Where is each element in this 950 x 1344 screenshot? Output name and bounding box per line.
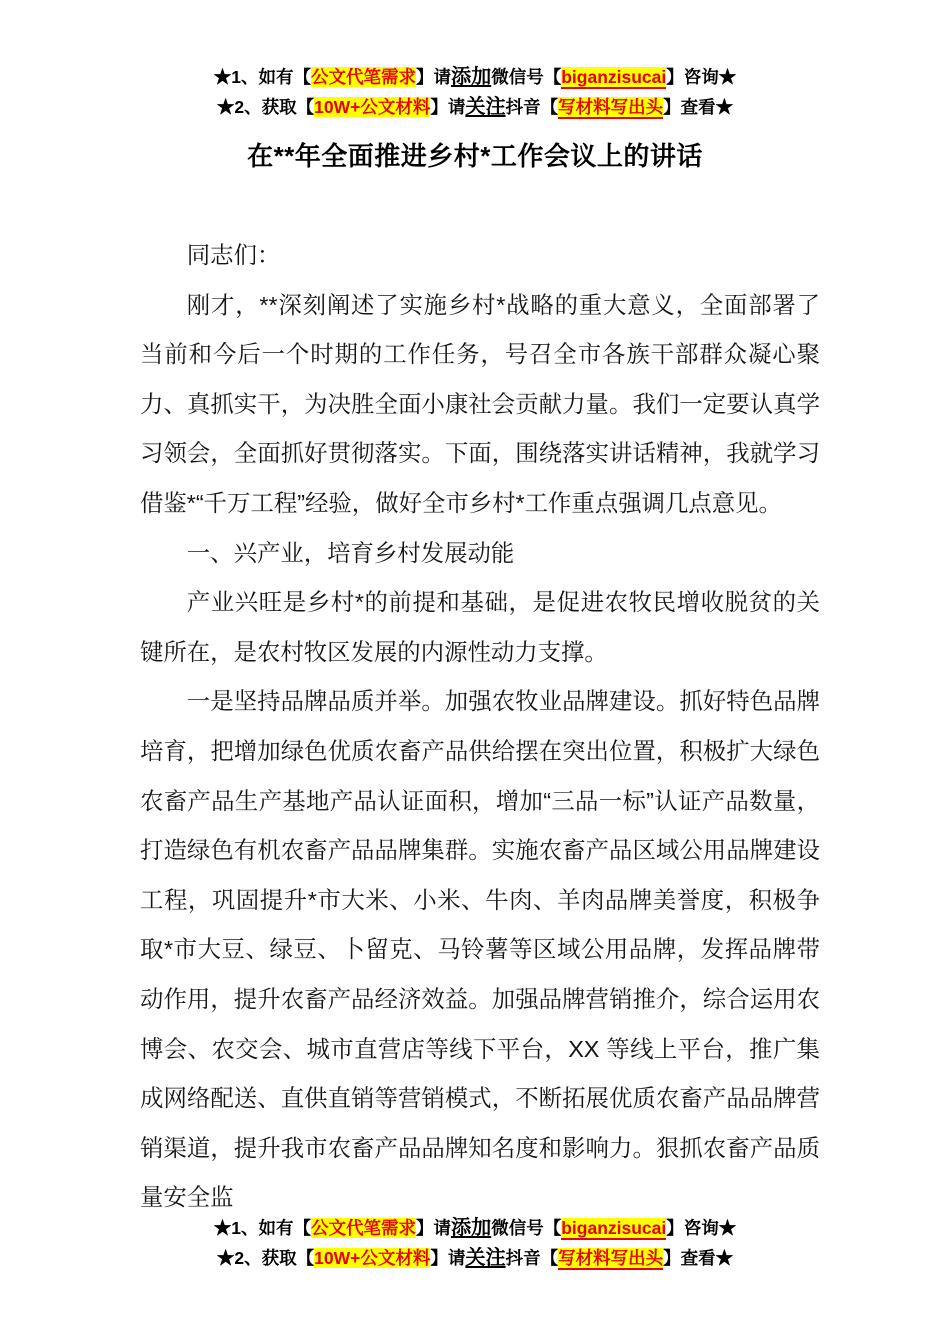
promo-highlight-need: 公文代笔需求	[310, 1218, 416, 1238]
promo-underline-add: 添加	[450, 1217, 492, 1239]
promo-text: 】请	[430, 97, 466, 117]
promo-line-1	[0, 62, 950, 92]
promo-underline-follow: 关注	[465, 96, 506, 118]
paragraph-industry-intro: 产业兴旺是乡村*的前提和基础，是促进农牧民增收脱贫的关键所在，是农村牧区发展的内源性动力支撑。	[140, 589, 820, 665]
promo-text: 抖音【	[505, 97, 559, 117]
promo-text: 】咨询★	[666, 1218, 737, 1238]
promo-banner-bottom	[0, 1213, 950, 1273]
promo-wechat-id: biganzisucai	[561, 1218, 667, 1238]
salutation-paragraph: 同志们：	[186, 242, 281, 268]
section-heading-1: 一、兴产业，培育乡村发展动能	[186, 539, 515, 566]
promo-underline-add: 添加	[450, 66, 492, 88]
paragraph-brand-quality: 一是坚持品牌品质并举。加强农牧业品牌建设。抓好特色品牌培育，把增加绿色优质农畜产品供给摆在突出位置，积极扩大绿色农畜产品生产基地产品认证面积，增加“三品一标”认证产品数量，打造绿色有机农畜产品品牌集群。实施农畜产品区域公用品牌建设工程，巩固提升*市大米、小米、牛肉、羊肉品牌美誉度，积极争取*市大豆、绿豆、卜留克、马铃薯等区域公用品牌，发挥品牌带动作用，提升农畜产品经济效益。加强品牌营销推介，综合运用农博会、农交会、城市直营店等线下平台，XX 等线上平台，推广集成网络配送、直供直销等营销模式，不断拓展优质农畜产品品牌营销渠道，提升我市农畜产品品牌知名度和影响力。狠抓农畜产品质量安全监	[140, 688, 820, 1211]
promo-douyin-id: 写材料写出头	[558, 97, 664, 117]
promo-text: ★2、获取【	[216, 97, 315, 117]
promo-douyin-id: 写材料写出头	[558, 1248, 664, 1268]
promo-text: 】查看★	[663, 97, 734, 117]
promo-highlight-need: 公文代笔需求	[310, 67, 416, 87]
document-title: 在**年全面推进乡村*工作会议上的讲话	[247, 141, 703, 171]
promo-text: 】咨询★	[666, 67, 737, 87]
document-body	[140, 231, 820, 1213]
promo-highlight-material: 10W+公文材料	[314, 97, 431, 117]
promo-line-2	[0, 1243, 950, 1273]
promo-text: 】请	[415, 67, 451, 87]
promo-text: ★2、获取【	[216, 1248, 315, 1268]
promo-line-1	[0, 1213, 950, 1243]
promo-highlight-material: 10W+公文材料	[314, 1248, 431, 1268]
promo-banner-top	[0, 0, 950, 122]
promo-text: ★1、如有【	[213, 1218, 311, 1238]
promo-text: 抖音【	[505, 1248, 559, 1268]
promo-line-2	[0, 92, 950, 122]
promo-text: 微信号【	[491, 67, 562, 87]
promo-underline-follow: 关注	[465, 1247, 506, 1269]
promo-text: 】查看★	[663, 1248, 734, 1268]
promo-text: 微信号【	[491, 1218, 562, 1238]
promo-text: 】请	[415, 1218, 451, 1238]
promo-wechat-id: biganzisucai	[561, 67, 667, 87]
promo-text: ★1、如有【	[213, 67, 311, 87]
promo-text: 】请	[430, 1248, 466, 1268]
opening-paragraph: 刚才，**深刻阐述了实施乡村*战略的重大意义，全面部署了当前和今后一个时期的工作任务，号召全市各族干部群众凝心聚力、真抓实干，为决胜全面小康社会贡献力量。我们一定要认真学习领会，全面抓好贯彻落实。下面，围绕落实讲话精神，我就学习借鉴*“千万工程”经验，做好全市乡村*工作重点强调几点意见。	[140, 291, 820, 516]
